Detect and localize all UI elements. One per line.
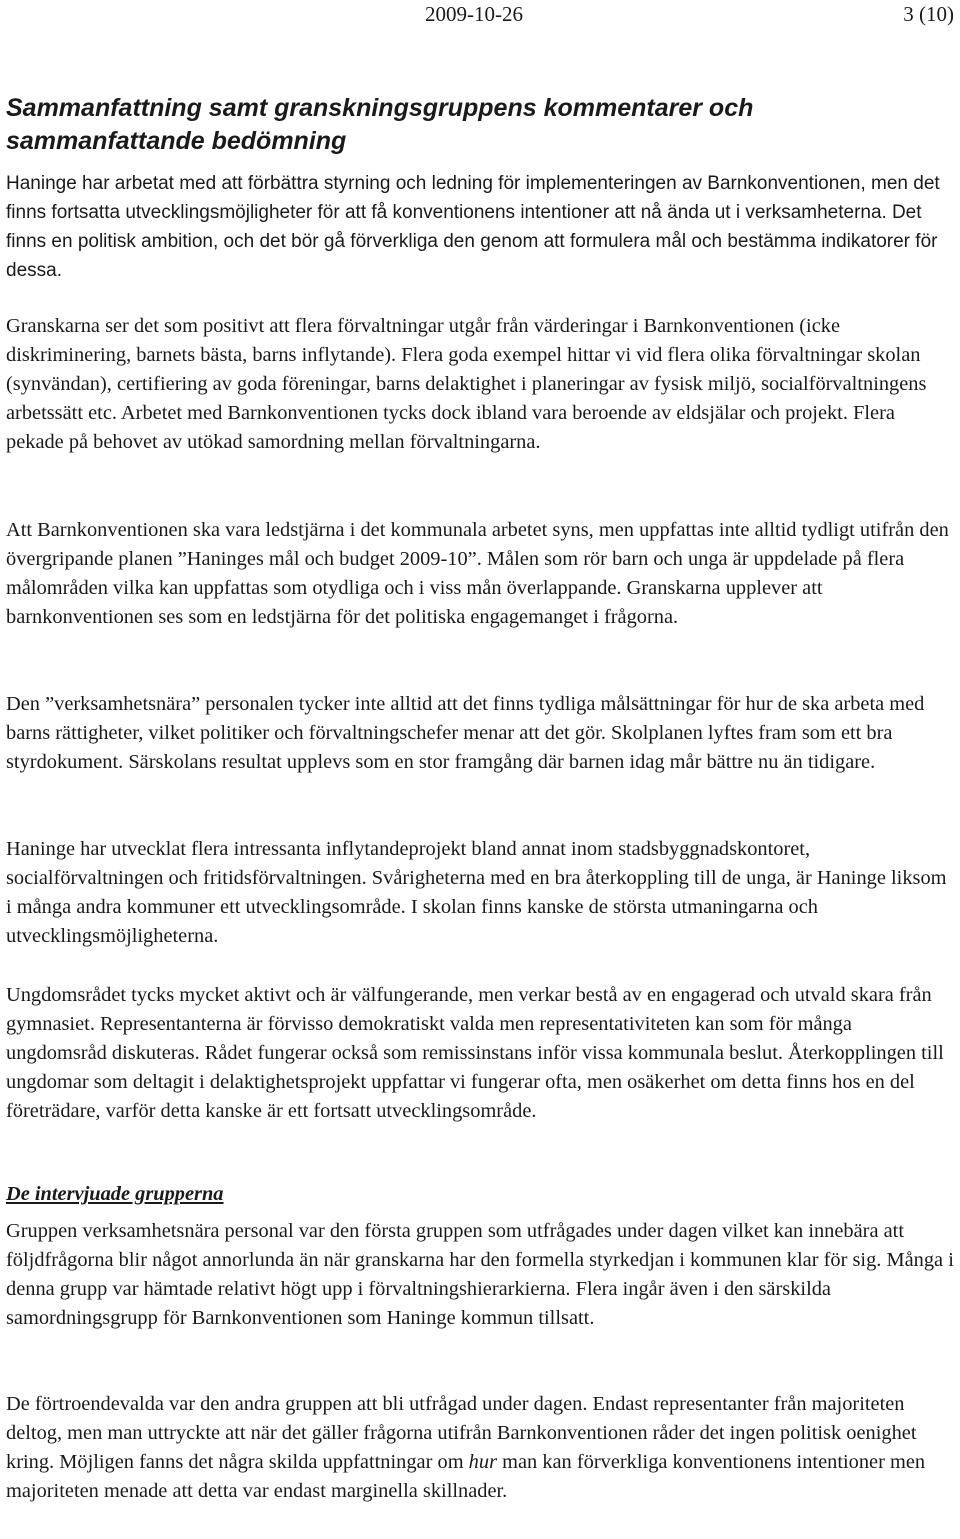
paragraph-groups: Gruppen verksamhetsnära personal var den första gruppen som utfrågades under dagen vilket kan innebära att följdfrågorna blir något annorlunda än när granskarna har den formella styrkedjan i kommunen klar för sig. Många i denna grupp var hämtade relativt högt upp i förvaltningshierarkierna. Flera ingår även i den särskilda samordningsgrupp för Barnkonventionen som Haninge kommun tillsatt. <box>6 1220 954 1329</box>
sub-heading: De intervjuade grupperna <box>6 1183 224 1205</box>
last-paragraph-before: De förtroendevalda var den andra gruppen att bli utfrågad under dagen. Endast representanter från majoriteten deltog, men man uttryckte att när det gäller frågorna utifrån Barnkonventionen råder det ingen politisk oenighet kring. Möjligen fanns det några skilda uppfattningar om <box>6 1393 917 1473</box>
paragraph-ledstjarna: Att Barnkonventionen ska vara ledstjärna i det kommunala arbetet syns, men uppfattas inte alltid tydligt utifrån den övergripande planen ”Haninges mål och budget 2009-10”. Målen som rör barn och unga är uppdelade på flera målområden vilka kan uppfattas som otydliga och i viss mån överlappande. Granskarna upplever att barnkonventionen ses som en ledstjärna för det politiska engagemanget i frågorna. <box>6 519 949 628</box>
header-page-number: 3 (10) <box>903 2 954 26</box>
intro-sans-text: Haninge har arbetat med att förbättra styrning och ledning för implementeringen av Barnkonventionen, men det finns fortsatta utvecklingsmöjligheter för att få konventionens intentioner att nå ända ut i verksamheterna. <box>6 173 940 223</box>
paragraph-granskarna: Granskarna ser det som positivt att flera förvaltningar utgår från värderingar i Barnkonventionen (icke diskriminering, barnets bästa, barns inflytande). Flera goda exempel hittar vi vid flera olika förvaltningar skolan (synvändan), certifiering av goda föreningar, barns delaktighet i planeringar av fysisk miljö, socialförvaltningens arbetssätt etc. Arbetet med Barnkonventionen tycks dock ibland vara beroende av eldsjälar och projekt. Flera pekade på behovet av utökad samordning mellan förvaltningarna. <box>6 315 927 453</box>
header-date: 2009-10-26 <box>425 2 523 26</box>
paragraph-ungdomsradet: Ungdomsrådet tycks mycket aktivt och är välfungerande, men verkar bestå av en engagerad och utvald skara från gymnasiet. Representanterna är förvisso demokratiskt valda men representativiteten kan som för många ungdomsråd diskuteras. Rådet fungerar också som remissinstans inför vissa kommunala beslut. Återkopplingen till ungdomar som deltagit i delaktighetsprojekt uppfattar vi fungerar ofta, men osäkerhet om detta finns hos en del företrädare, varför detta kanske är ett fortsatt utvecklingsområde. <box>6 984 944 1122</box>
intro-paragraph <box>6 169 954 285</box>
paragraph-fortroendevalda <box>6 1390 954 1506</box>
emphasis-hur: hur <box>468 1451 497 1473</box>
paragraph-verksamhetsnara: Den ”verksamhetsnära” personalen tycker inte alltid att det finns tydliga målsättningar för hur de ska arbeta med barns rättigheter, vilket politiker och förvaltningschefer menar att det gör. Skolplanen lyftes fram som ett bra styrdokument. Särskolans resultat upplevs som en stor framgång där barnen idag mår bättre nu än tidigare. <box>6 693 925 773</box>
page-header <box>0 2 960 32</box>
intro-serif-text: Det finns en politisk ambition, och det bör gå förverkliga den genom att formulera mål och bestämma indikatorer för dessa. <box>6 202 938 281</box>
section-heading: Sammanfattning samt granskningsgruppens kommentarer och sammanfattande bedömning <box>6 94 754 155</box>
last-paragraph-after: man kan förverkliga konventionens intentioner men majoriteten menade att detta var endast marginella skillnader. <box>6 1451 926 1502</box>
paragraph-inflytande: Haninge har utvecklat flera intressanta inflytandeprojekt bland annat inom stadsbyggnadskontoret, socialförvaltningen och fritidsförvaltningen. Svårigheterna med en bra återkoppling till de unga, är Haninge liksom i många andra kommuner ett utvecklingsområde. I skolan finns kanske de största utmaningarna och utvecklingsmöjligheterna. <box>6 838 947 947</box>
